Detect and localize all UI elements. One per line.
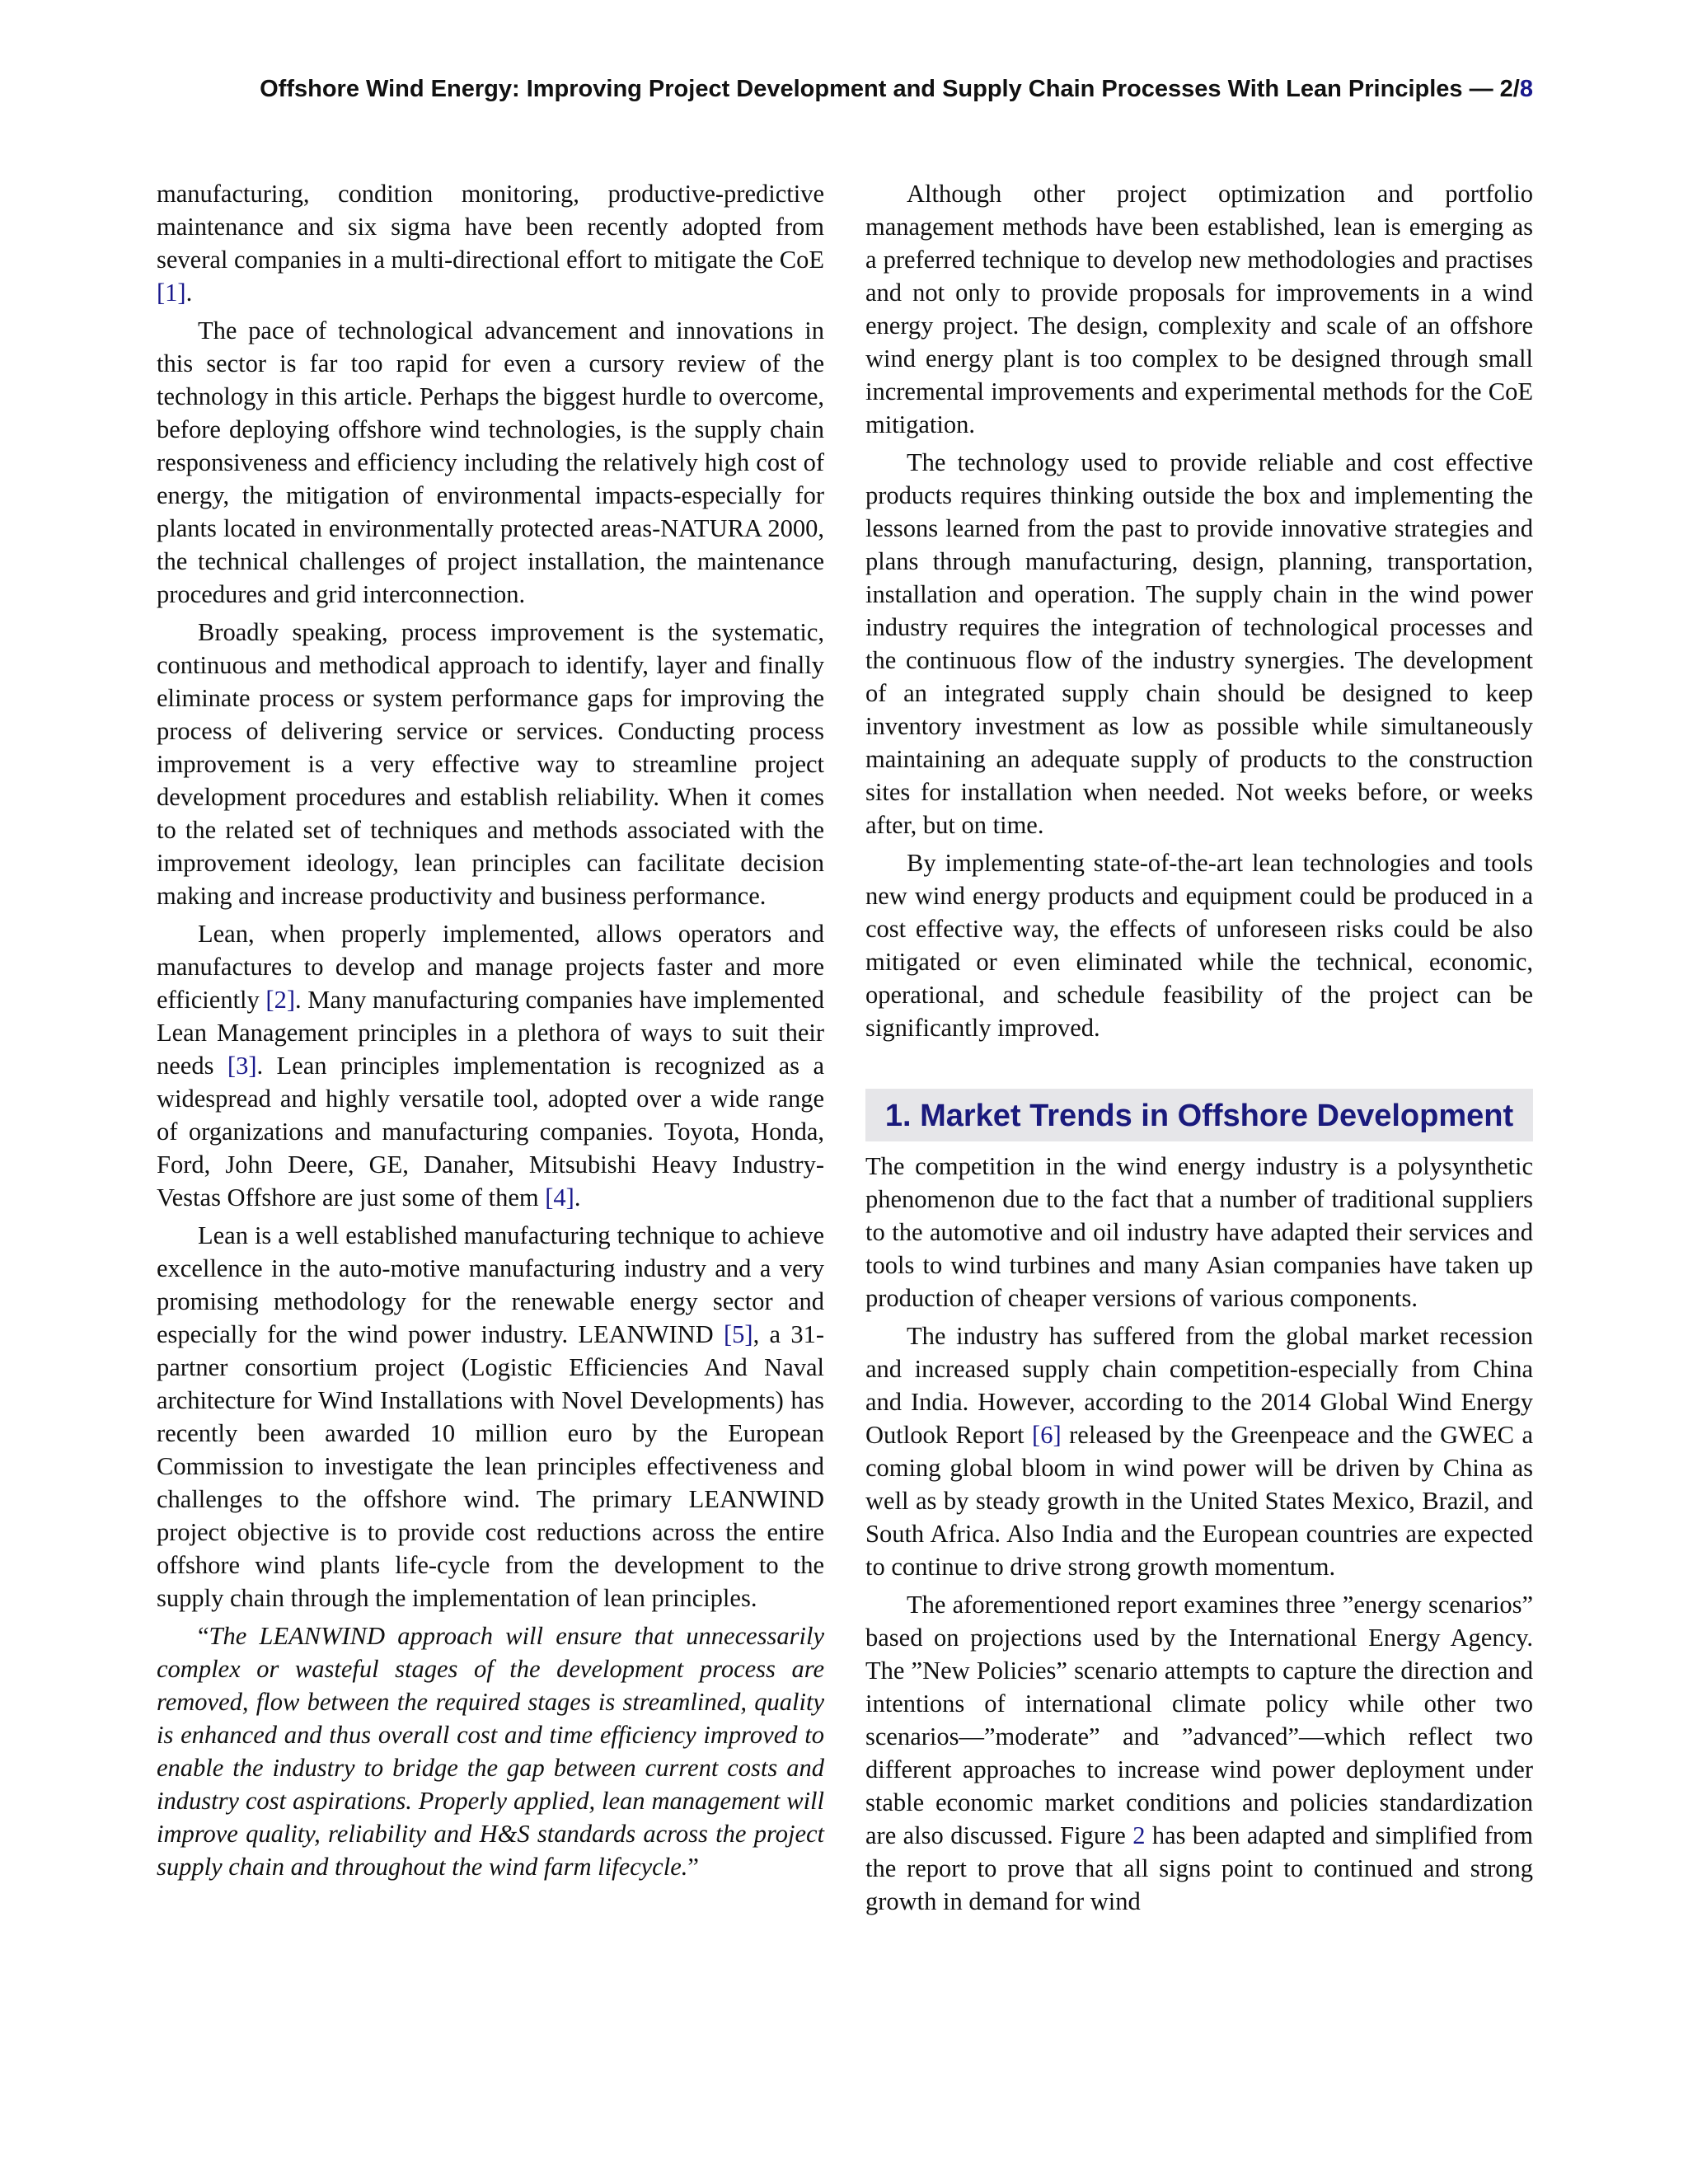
quote-text: The LEANWIND approach will ensure that unnecessarily complex or wasteful stages of the development process are removed, flow between the required stages is streamlined, quality is enhanced and thus overall cost and time efficiency improved to enable the industry to bridge the gap between current costs and industry cost aspirations. Properly applied, lean management will improve quality, reliability and H&S standards across the project supply chain and throughout the wind farm lifecycle. (157, 1622, 824, 1881)
citation-link[interactable]: [1] (157, 279, 186, 307)
citation-link[interactable]: [6] (1032, 1421, 1062, 1449)
paragraph-text: The aforementioned report examines three ”energy scenarios” based on projections used by the International Energy Agency. The ”New Policies” scenario attempts to capture the direction and intentions of international climate policy while other two scenarios—”moderate” and ”advanced”—which reflect two different approaches to increase wind power deployment under stable economic market conditions and policies standardization are also discussed. Figure (865, 1591, 1533, 1849)
paragraph-text: has been adapted and simplified from the report to prove that all signs point to continued and strong growth in demand for wind (865, 1821, 1533, 1915)
paragraph-text: The industry has suffered from the global market recession and increased supply chain competition-especially from China and India. However, according to the 2014 Global Wind Energy Outlook Report (865, 1322, 1533, 1449)
paragraph: The competition in the wind energy industry is a polysynthetic phenomenon due to the fact that a number of traditional suppliers to the automotive and oil industry have adapted their services and tools to wind turbines and many Asian companies have taken up production of cheaper versions of various components. (865, 1152, 1533, 1312)
paragraph-text: released by the Greenpeace and the GWEC a coming global bloom in wind power will be driven by China as well as by steady growth in the United States Mexico, Brazil, and South Africa. Also India and the European countries are expected to continue to drive strong growth momentum. (865, 1421, 1533, 1581)
right-column (865, 177, 1533, 1923)
citation-link[interactable]: [5] (724, 1320, 753, 1348)
header-separator: — (1469, 76, 1493, 102)
paragraph-text: Lean, when properly implemented, allows operators and manufactures to develop and manage projects faster and more efficiently (157, 920, 824, 1014)
paragraph-text: manufacturing, condition monitoring, productive-predictive maintenance and six sigma have been recently adopted from several companies in a multi-directional effort to mitigate the CoE (157, 180, 824, 274)
paragraph: Broadly speaking, process improvement is the systematic, continuous and methodical approach to identify, layer and finally eliminate process or system performance gaps for improving the process of delivering service or services. Conducting process improvement is a very effective way to streamline project development procedures and establish reliability. When it comes to the related set of techniques and methods associated with the improvement ideology, lean principles can facilitate decision making and increase productivity and business performance. (157, 618, 824, 910)
paragraph (865, 1588, 1533, 1918)
paragraph (865, 1319, 1533, 1583)
paragraph-text: . (185, 279, 193, 307)
paragraph (157, 1219, 824, 1615)
quote-mark: ” (687, 1853, 699, 1881)
running-header (124, 74, 1533, 104)
header-title: Offshore Wind Energy: Improving Project Development and Supply Chain Processes With Lean Principles (260, 76, 1463, 102)
paragraph-text: . Many manufacturing companies have implemented Lean Management principles in a plethora of ways to suit their needs (157, 986, 824, 1080)
citation-link[interactable]: [3] (227, 1052, 257, 1080)
paragraph: By implementing state-of-the-art lean technologies and tools new wind energy products and equipment could be produced in a cost effective way, the effects of unforeseen risks could be also mitigated or even eliminated while the technical, economic, operational, and schedule feasibility of the project can be significantly improved. (865, 849, 1533, 1042)
figure-reference-link[interactable]: 2 (1132, 1821, 1146, 1849)
citation-link[interactable]: [2] (265, 986, 295, 1014)
left-column (157, 177, 824, 1888)
citation-link[interactable]: [4] (545, 1183, 574, 1212)
paragraph: The technology used to provide reliable and cost effective products requires thinking outside the box and implementing the lessons learned from the past to provide innovative strategies and plans through manufacturing, design, planning, transportation, installation and operation. The supply chain in the wind power industry requires the integration of technological processes and the continuous flow of the industry synergies. The development of an integrated supply chain should be designed to keep inventory investment as low as possible while simultaneously maintaining an adequate supply of products to the construction sites for installation when needed. Not weeks before, or weeks after, but on time. (865, 448, 1533, 839)
paragraph: The pace of technological advancement and innovations in this sector is far too rapid for even a cursory review of the technology in this article. Perhaps the biggest hurdle to overcome, before deploying offshore wind technologies, is the supply chain responsiveness and efficiency including the relatively high cost of energy, the mitigation of environmental impacts-especially for plants located in environmentally protected areas-NATURA 2000, the technical challenges of project installation, the maintenance procedures and grid interconnection. (157, 316, 824, 608)
paragraph-text: , a 31-partner consortium project (Logistic Efficiencies And Naval architecture for Wind Installations with Novel Developments) has recently been awarded 10 million euro by the European Commission to investigate the lean principles effectiveness and challenges to the offshore wind. The primary LEANWIND project objective is to provide cost reductions across the entire offshore wind plants life-cycle from the development to the supply chain through the implementation of lean principles. (157, 1320, 824, 1612)
quote-mark: “ (198, 1622, 209, 1650)
block-quote (157, 1619, 824, 1883)
paragraph-text: . (574, 1183, 581, 1212)
page-number (1500, 76, 1533, 102)
paragraph: Although other project optimization and portfolio management methods have been established, lean is emerging as a preferred technique to develop new methodologies and practises and not only to provide proposals for improvements in a wind energy project. The design, complexity and scale of an offshore wind energy plant is too complex to be designed through small incremental improvements and experimental methods for the CoE mitigation. (865, 180, 1533, 438)
page-total-link[interactable]: 8 (1519, 76, 1533, 102)
page-current: 2/ (1499, 76, 1520, 102)
paragraph-text: . Lean principles implementation is recognized as a widespread and highly versatile tool, adopted over a wide range of organizations and manufacturing companies. Toyota, Honda, Ford, John Deere, GE, Danaher, Mitsubishi Heavy Industry-Vestas Offshore are just some of them (157, 1052, 824, 1212)
section-heading: 1. Market Trends in Offshore Development (865, 1089, 1533, 1141)
paragraph (157, 917, 824, 1214)
paragraph (157, 177, 824, 309)
paragraph-text: Lean is a well established manufacturing technique to achieve excellence in the auto-motive manufacturing industry and a very promising methodology for the renewable energy sector and especially for the wind power industry. LEANWIND (157, 1221, 824, 1348)
